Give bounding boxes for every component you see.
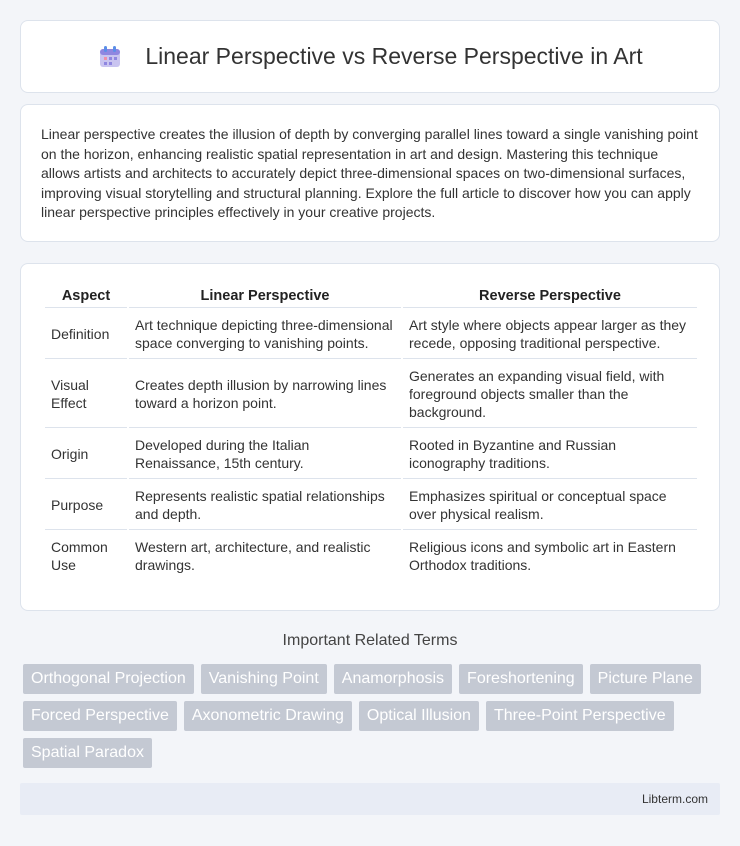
calendar-icon — [97, 44, 123, 70]
row-reverse-cell: Generates an expanding visual field, with foreground objects smaller than the background. — [403, 361, 697, 428]
tag-axonometric-drawing[interactable]: Axonometric Drawing — [184, 701, 352, 731]
row-linear-cell: Creates depth illusion by narrowing lines toward a horizon point. — [129, 361, 401, 428]
row-reverse-cell: Emphasizes spiritual or conceptual space over physical realism. — [403, 481, 697, 530]
row-reverse-cell: Art style where objects appear larger as they recede, opposing traditional perspective. — [403, 310, 697, 359]
row-linear-cell: Art technique depicting three-dimensional space converging to vanishing points. — [129, 310, 401, 359]
tag-forced-perspective[interactable]: Forced Perspective — [23, 701, 177, 731]
comparison-table — [43, 282, 699, 582]
tag-orthogonal-projection[interactable]: Orthogonal Projection — [23, 664, 194, 694]
header-aspect: Aspect — [45, 284, 127, 308]
tag-optical-illusion[interactable]: Optical Illusion — [359, 701, 479, 731]
row-aspect-cell: Visual Effect — [45, 361, 127, 428]
row-reverse-cell: Rooted in Byzantine and Russian iconography traditions. — [403, 430, 697, 479]
table-header-row — [45, 284, 697, 308]
related-terms-heading: Important Related Terms — [282, 632, 458, 649]
intro-paragraph: Linear perspective creates the illusion of depth by converging parallel lines toward a single vanishing point on the horizon, enhancing realistic spatial representation in art and design. Mastering this technique allows artists and architects to accurately depict three-dimensional spaces on two-dimensional surfaces, improving visual storytelling and structural planning. Explore the full article to discover how you can apply linear perspective principles effectively in your creative projects. — [41, 126, 698, 221]
comparison-card — [20, 263, 720, 611]
row-reverse-cell: Religious icons and symbolic art in Eastern Orthodox traditions. — [409, 539, 676, 573]
tag-anamorphosis[interactable]: Anamorphosis — [334, 664, 452, 694]
row-aspect-cell: Definition — [45, 310, 127, 359]
tag-spatial-paradox[interactable]: Spatial Paradox — [23, 738, 152, 768]
table-row — [45, 481, 697, 530]
related-terms-list — [23, 664, 723, 775]
intro-card — [20, 104, 720, 242]
header-reverse: Reverse Perspective — [403, 284, 697, 308]
tag-picture-plane[interactable]: Picture Plane — [590, 664, 701, 694]
title-card — [20, 20, 720, 93]
footer-brand-link[interactable]: Libterm.com — [641, 792, 708, 806]
tag-three-point-perspective[interactable]: Three-Point Perspective — [486, 701, 674, 731]
row-aspect-cell: Common Use — [51, 539, 108, 573]
row-linear-cell: Represents realistic spatial relationships and depth. — [129, 481, 401, 530]
row-aspect-cell: Origin — [45, 430, 127, 479]
page-title: Linear Perspective vs Reverse Perspective in Art — [145, 43, 643, 69]
tag-foreshortening[interactable]: Foreshortening — [459, 664, 583, 694]
table-row — [45, 532, 697, 580]
row-linear-cell: Western art, architecture, and realistic drawings. — [135, 539, 371, 573]
table-row — [45, 430, 697, 479]
table-row — [45, 361, 697, 428]
row-aspect-cell: Purpose — [45, 481, 127, 530]
tag-vanishing-point[interactable]: Vanishing Point — [201, 664, 327, 694]
table-row — [45, 310, 697, 359]
row-linear-cell: Developed during the Italian Renaissance, 15th century. — [129, 430, 401, 479]
header-linear: Linear Perspective — [129, 284, 401, 308]
footer — [20, 783, 720, 815]
